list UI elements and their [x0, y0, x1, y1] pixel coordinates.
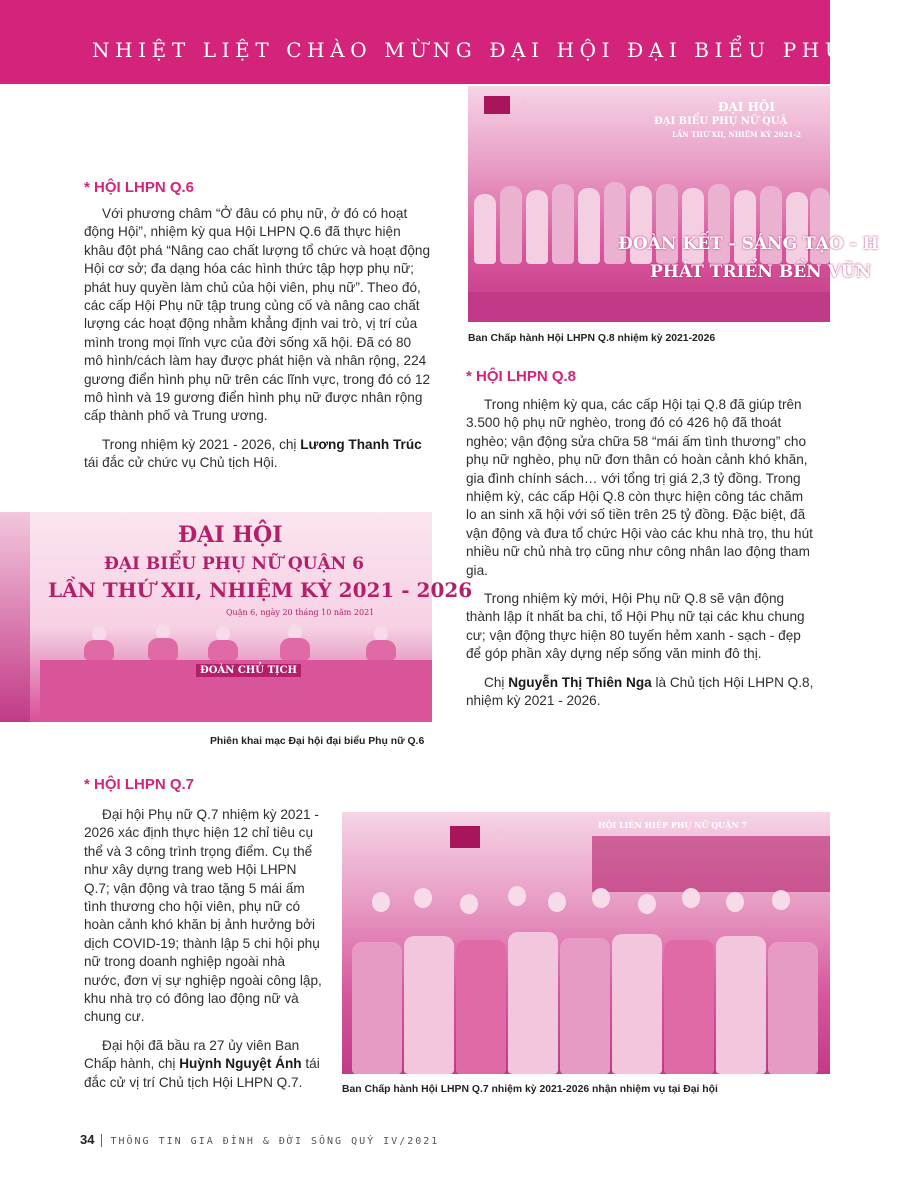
heading-q7: * HỘI LHPN Q.7 [84, 776, 195, 793]
photo-q6-title3: LẦN THỨ XII, NHIỆM KỲ 2021 - 2026 [48, 578, 473, 602]
photo-q6-title2: ĐẠI BIỂU PHỤ NỮ QUẬN 6 [104, 554, 364, 574]
page-footer [80, 1132, 439, 1148]
banner-title: NHIỆT LIỆT CHÀO MỪNG ĐẠI HỘI ĐẠI BIỂU PHỤ NỮ [92, 38, 905, 62]
paragraph: Đại hội đã bầu ra 27 ủy viên Ban Chấp hành, chị Huỳnh Nguyệt Ánh tái đắc cử vị trí Chủ tịch Hội LHPN Q.7. [84, 1037, 320, 1090]
caption-q6: Phiên khai mạc Đại hội đại biểu Phụ nữ Q.6 [210, 736, 425, 747]
flag-icon [484, 96, 510, 114]
person-name: Huỳnh Nguyệt Ánh [179, 1056, 302, 1072]
star-icon: ★ [516, 94, 531, 111]
paragraph: Đại hội Phụ nữ Q.7 nhiệm kỳ 2021 - 2026 xác định thực hiện 12 chỉ tiêu cụ thể và 3 công trình trọng điểm. Cụ thể như xây dựng trang web Hội LHPN Q.7; vận động và trao tặng 5 mái ấm tình thương cho hội viên, phụ nữ có hoàn cảnh khó khăn bị ảnh hưởng bởi dịch COVID-19; thành lập 5 chi hội phụ nữ trong doanh nghiệp ngoài nhà nước, đơn vị sự nghiệp ngoài công lập, khu nhà trọ có đông lao động nữ và chung cư. [84, 807, 322, 1025]
page-number: 34 [80, 1132, 95, 1147]
photo-q8-title2: ĐẠI BIỂU PHỤ NỮ QUẬ [654, 116, 788, 127]
photo-q7-label: HỘI LIÊN HIỆP PHỤ NỮ QUẬN 7 [598, 820, 748, 830]
text-q6 [84, 205, 432, 483]
photo-q6-subtitle: Quận 6, ngày 20 tháng 10 năm 2021 [226, 608, 375, 617]
flower-stand [0, 512, 30, 722]
photo-q8-slogan1: ĐOÀN KẾT - SÁNG TẠO - H [618, 234, 879, 254]
caption-q8: Ban Chấp hành Hội LHPN Q.8 nhiệm kỳ 2021-2026 [468, 333, 716, 344]
photo-q6-table-label: ĐOÀN CHỦ TỊCH [196, 664, 301, 677]
person-name: Nguyễn Thị Thiên Nga [508, 674, 652, 690]
photo-q6-title1: ĐẠI HỘI [178, 522, 283, 548]
footer-divider [101, 1134, 102, 1147]
photo-q6-opening [0, 512, 473, 722]
photo-q8-title3: LẦN THỨ XII, NHIỆM KỲ 2021-2 [672, 130, 801, 139]
text-q8 [466, 396, 816, 721]
star-icon: ★ [492, 824, 510, 846]
heading-q6: * HỘI LHPN Q.6 [84, 179, 195, 196]
people-group [342, 882, 830, 1074]
person-name: Lương Thanh Trúc [300, 436, 422, 452]
paragraph: Với phương châm “Ở đâu có phụ nữ, ở đó có hoạt động Hội”, nhiệm kỳ qua Hội LHPN Q.6 đã thực hiện khâu đột phá “Nâng cao chất lượng tổ chức và hoạt động Hội cơ sở; đa dạng hóa các hình thức tập hợp phụ nữ; phát huy quyền làm chủ của hội viên, phụ nữ”. Theo đó, các cấp Hội Phụ nữ tập trung củng cố và nâng cao chất lượng các hoạt động nhằm khẳng định vai trò, vị trí của mình trong mọi lĩnh vực của đời sống xã hội. Đã có 80 mô hình/cách làm hay được phát hiện và nhân rộng, 224 gương điển hình phụ nữ trên các lĩnh vực, trong đó có 12 mô hình và 19 gương điển hình phụ nữ được nhân rộng cấp thành phố và Trung ương. [84, 206, 431, 424]
photo-q7-committee [342, 812, 830, 1074]
flower-bed [468, 292, 830, 322]
paragraph: Trong nhiệm kỳ mới, Hội Phụ nữ Q.8 sẽ vận động thành lập ít nhất ba chi, tổ Hội Phụ nữ tại các khu chung cư; vận động thực hiện 80 tuyến hẻm xanh - sạch - đẹp để góp phần xây dựng nếp sống văn minh đô thị. [466, 591, 805, 662]
paragraph: Trong nhiệm kỳ qua, các cấp Hội tại Q.8 đã giúp trên 3.500 hộ phụ nữ nghèo, trong đó có 426 hộ đã thoát nghèo; vận động sửa chữa 58 “mái ấm tình thương” cho phụ nữ nghèo, phụ nữ đơn thân có hoàn cảnh khó khăn, gia đình chính sách… với tổng trị giá 2,3 tỷ đồng. Trong nhiệm kỳ, các cấp Hội Q.8 còn thực hiện công tác chăm lo an sinh xã hội với số tiền trên 25 tỷ đồng. Đặc biệt, đã vận động và đưa tổ chức Hội vào các khu nhà trọ, thu hút nhiều nữ chủ nhà trọ cũng như công nhân lao động tham gia. [466, 397, 813, 578]
photo-q8-committee [468, 86, 879, 322]
paragraph: Chị Nguyễn Thị Thiên Nga là Chủ tịch Hội LHPN Q.8, nhiệm kỳ 2021 - 2026. [466, 674, 814, 709]
flag-icon [450, 826, 480, 848]
presidium-row [0, 620, 432, 660]
photo-q8-slogan2: PHÁT TRIỂN BỀN VỮN [650, 262, 872, 282]
caption-q7: Ban Chấp hành Hội LHPN Q.7 nhiệm kỳ 2021-2026 nhận nhiệm vụ tại Đại hội [342, 1084, 718, 1095]
paragraph: Trong nhiệm kỳ 2021 - 2026, chị Lương Thanh Trúc tái đắc cử chức vụ Chủ tịch Hội. [84, 436, 422, 471]
text-q7 [84, 806, 324, 1102]
heading-q8: * HỘI LHPN Q.8 [466, 368, 577, 385]
header-banner [0, 0, 905, 84]
magazine-title: THÔNG TIN GIA ĐÌNH & ĐỜI SỐNG QUÝ IV/2021 [110, 1136, 440, 1147]
photo-q8-title1: ĐẠI HỘI [718, 100, 775, 114]
